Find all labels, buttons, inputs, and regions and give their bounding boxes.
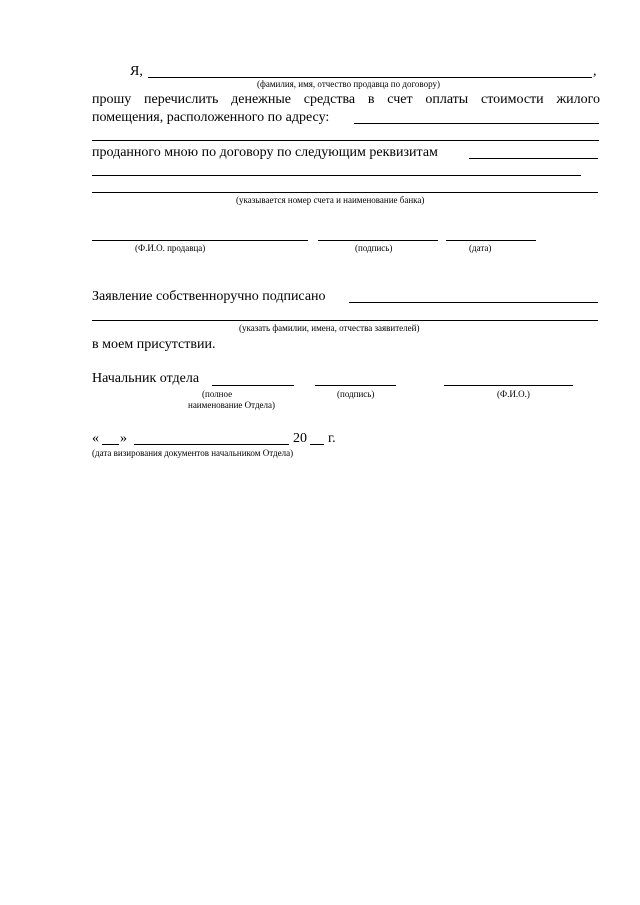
- seller-name-line: [148, 77, 592, 78]
- seller-sign-line: [318, 240, 438, 241]
- year-prefix: 20: [293, 431, 307, 446]
- applicants-caption: (указать фамилии, имена, отчества заявителей): [239, 323, 420, 333]
- month-line: [134, 444, 289, 445]
- ya-text: Я,: [130, 64, 143, 79]
- comma-text: ,: [593, 64, 597, 79]
- head-label: Начальник отдела: [92, 371, 200, 386]
- seller-fio-line: [92, 240, 308, 241]
- head-sign-line: [315, 385, 396, 386]
- date-close-quote: »: [120, 431, 127, 446]
- seller-caption: (фамилия, имя, отчество продавца по договору): [257, 79, 440, 89]
- address-line-1: [354, 123, 599, 124]
- requisites-line-1: [469, 158, 598, 159]
- head-dept-line: [212, 385, 294, 386]
- year-suffix: г.: [328, 431, 336, 446]
- dept-caption-1: (полное: [202, 389, 233, 399]
- date-caption: (дата визирования документов начальником Отдела): [92, 448, 294, 458]
- in-my-presence-text: в моем присутствии.: [92, 337, 216, 352]
- head-fio-caption: (Ф.И.О.): [497, 389, 530, 399]
- applicants-line-1: [349, 302, 598, 303]
- bank-caption: (указывается номер счета и наименование банка): [236, 195, 425, 205]
- day-line: [102, 444, 119, 445]
- head-sign-caption: (подпись): [337, 389, 375, 399]
- seller-date-caption: (дата): [469, 243, 492, 253]
- address-line-2: [92, 140, 599, 141]
- head-fio-line: [444, 385, 573, 386]
- requisites-line-2: [92, 175, 581, 176]
- applicants-line-2: [92, 320, 598, 321]
- request-line: прошу перечислить денежные средства в счет оплаты стоимости жилого: [92, 92, 600, 107]
- statement-signed-label: Заявление собственноручно подписано: [92, 289, 326, 304]
- seller-date-line: [446, 240, 536, 241]
- seller-sign-caption: (подпись): [355, 243, 393, 253]
- year-line: [310, 444, 324, 445]
- requisites-line-3: [92, 192, 598, 193]
- requisites-label: проданного мною по договору по следующим реквизитам: [92, 145, 438, 160]
- address-label: помещения, расположенного по адресу:: [92, 110, 330, 125]
- dept-caption-2: наименование Отдела): [188, 400, 276, 410]
- seller-fio-caption: (Ф.И.О. продавца): [135, 243, 206, 253]
- date-open-quote: «: [92, 431, 99, 446]
